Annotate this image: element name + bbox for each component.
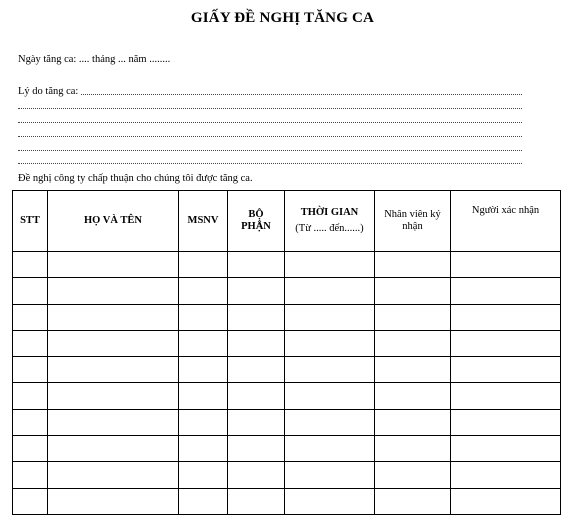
- employee-signature-cell[interactable]: [375, 304, 451, 330]
- reason-label: Lý do tăng ca:: [18, 86, 79, 97]
- msnv-cell[interactable]: [179, 383, 228, 409]
- name-cell[interactable]: [48, 330, 179, 356]
- reason-dotted-line: [18, 108, 522, 109]
- employee-signature-cell[interactable]: [375, 357, 451, 383]
- time-cell[interactable]: [285, 357, 375, 383]
- table-row: [13, 409, 561, 435]
- time-cell[interactable]: [285, 278, 375, 304]
- request-statement: Đề nghị công ty chấp thuận cho chúng tôi được tăng ca.: [18, 173, 253, 184]
- header-time-line2: (Từ ..... đến......): [295, 223, 364, 234]
- header-employee-signature: [375, 191, 451, 252]
- reason-dotted-line: [18, 94, 522, 95]
- name-cell[interactable]: [48, 383, 179, 409]
- stt-cell[interactable]: [13, 488, 48, 514]
- department-cell[interactable]: [228, 304, 285, 330]
- form-title: GIẤY ĐỀ NGHỊ TĂNG CA: [190, 10, 375, 26]
- employee-signature-cell[interactable]: [375, 488, 451, 514]
- approver-cell[interactable]: [451, 304, 561, 330]
- overtime-table: [12, 190, 561, 515]
- name-cell[interactable]: [48, 409, 179, 435]
- header-employee-signature-line2: nhận: [402, 221, 423, 232]
- name-cell[interactable]: [48, 488, 179, 514]
- approver-cell[interactable]: [451, 436, 561, 462]
- table-row: [13, 357, 561, 383]
- name-cell[interactable]: [48, 357, 179, 383]
- department-cell[interactable]: [228, 436, 285, 462]
- reason-dotted-line: [18, 150, 522, 151]
- msnv-cell[interactable]: [179, 278, 228, 304]
- department-cell[interactable]: [228, 252, 285, 278]
- header-department: [228, 191, 285, 252]
- department-cell[interactable]: [228, 462, 285, 488]
- approver-cell[interactable]: [451, 330, 561, 356]
- header-stt: STT: [13, 191, 48, 252]
- approver-cell[interactable]: [451, 462, 561, 488]
- time-cell[interactable]: [285, 304, 375, 330]
- department-cell[interactable]: [228, 383, 285, 409]
- header-full-name: HỌ VÀ TÊN: [48, 191, 179, 252]
- header-msnv: MSNV: [179, 191, 228, 252]
- reason-dotted-line: [18, 163, 522, 164]
- table-row: [13, 383, 561, 409]
- table-row: [13, 252, 561, 278]
- table-row: [13, 462, 561, 488]
- time-cell[interactable]: [285, 330, 375, 356]
- employee-signature-cell[interactable]: [375, 462, 451, 488]
- time-cell[interactable]: [285, 436, 375, 462]
- approver-cell[interactable]: [451, 383, 561, 409]
- employee-signature-cell[interactable]: [375, 252, 451, 278]
- msnv-cell[interactable]: [179, 462, 228, 488]
- approver-cell[interactable]: [451, 357, 561, 383]
- msnv-cell[interactable]: [179, 409, 228, 435]
- department-cell[interactable]: [228, 278, 285, 304]
- approver-cell[interactable]: [451, 488, 561, 514]
- stt-cell[interactable]: [13, 436, 48, 462]
- department-cell[interactable]: [228, 330, 285, 356]
- stt-cell[interactable]: [13, 383, 48, 409]
- table-row: [13, 436, 561, 462]
- employee-signature-cell[interactable]: [375, 330, 451, 356]
- department-cell[interactable]: [228, 409, 285, 435]
- msnv-cell[interactable]: [179, 252, 228, 278]
- name-cell[interactable]: [48, 252, 179, 278]
- time-cell[interactable]: [285, 409, 375, 435]
- table-header-row: [13, 191, 561, 252]
- employee-signature-cell[interactable]: [375, 409, 451, 435]
- name-cell[interactable]: [48, 436, 179, 462]
- employee-signature-cell[interactable]: [375, 383, 451, 409]
- department-cell[interactable]: [228, 357, 285, 383]
- time-cell[interactable]: [285, 383, 375, 409]
- employee-signature-cell[interactable]: [375, 278, 451, 304]
- approver-cell[interactable]: [451, 409, 561, 435]
- stt-cell[interactable]: [13, 409, 48, 435]
- header-approver: Người xác nhận: [451, 191, 561, 252]
- overtime-date-line: Ngày tăng ca: .... tháng ... năm ........: [18, 54, 171, 65]
- reason-dotted-line: [18, 136, 522, 137]
- msnv-cell[interactable]: [179, 304, 228, 330]
- employee-signature-cell[interactable]: [375, 436, 451, 462]
- table-row: [13, 304, 561, 330]
- time-cell[interactable]: [285, 488, 375, 514]
- name-cell[interactable]: [48, 304, 179, 330]
- time-cell[interactable]: [285, 462, 375, 488]
- table-row: [13, 278, 561, 304]
- stt-cell[interactable]: [13, 278, 48, 304]
- header-employee-signature-line1: Nhân viên ký: [384, 208, 441, 220]
- table-row: [13, 330, 561, 356]
- name-cell[interactable]: [48, 462, 179, 488]
- msnv-cell[interactable]: [179, 488, 228, 514]
- approver-cell[interactable]: [451, 278, 561, 304]
- msnv-cell[interactable]: [179, 357, 228, 383]
- table-row: [13, 488, 561, 514]
- msnv-cell[interactable]: [179, 436, 228, 462]
- reason-dotted-line: [18, 122, 522, 123]
- header-department-line1: BỘ: [248, 208, 264, 220]
- header-department-line2: PHẬN: [241, 221, 271, 232]
- msnv-cell[interactable]: [179, 330, 228, 356]
- stt-cell[interactable]: [13, 462, 48, 488]
- name-cell[interactable]: [48, 278, 179, 304]
- time-cell[interactable]: [285, 252, 375, 278]
- stt-cell[interactable]: [13, 330, 48, 356]
- header-time: [285, 191, 375, 252]
- stt-cell[interactable]: [13, 304, 48, 330]
- stt-cell[interactable]: [13, 357, 48, 383]
- department-cell[interactable]: [228, 488, 285, 514]
- header-time-line1: THỜI GIAN: [300, 206, 359, 218]
- approver-cell[interactable]: [451, 252, 561, 278]
- stt-cell[interactable]: [13, 252, 48, 278]
